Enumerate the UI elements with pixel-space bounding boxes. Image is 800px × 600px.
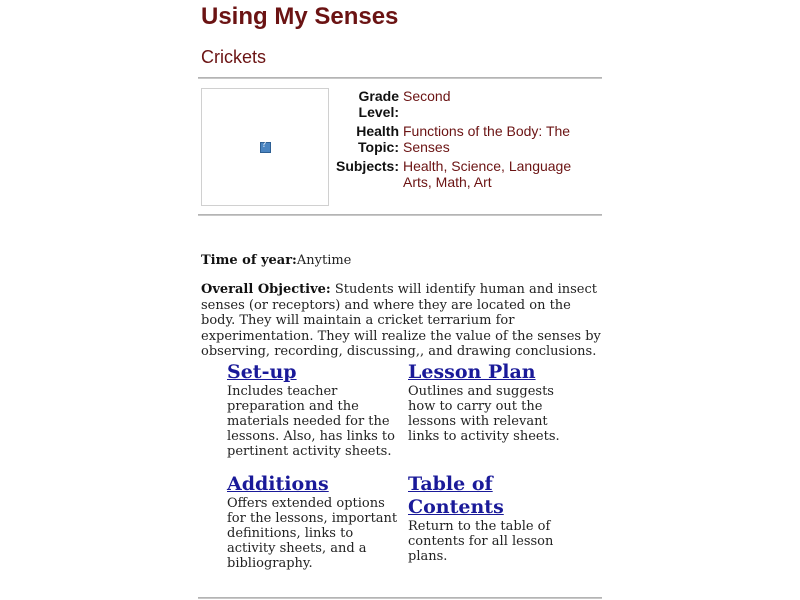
health-topic-value: Functions of the Body: The Senses — [403, 123, 571, 155]
subjects-row — [332, 158, 603, 190]
grade-level-row — [332, 88, 603, 120]
overall-objective — [201, 282, 601, 360]
time-of-year-label: Time of year: — [201, 253, 297, 268]
grade-level-value: Second — [403, 88, 451, 104]
table-of-contents-section — [408, 473, 558, 564]
health-topic-row — [332, 123, 603, 155]
lesson-image — [201, 88, 329, 206]
page-title: Using My Senses — [201, 3, 399, 30]
objective-label: Overall Objective: — [201, 282, 331, 297]
objective-text: Students will identify human and insect senses (or receptors) and where they are located on the body. They will maintain a cricket terrarium for experimentation. They will realize the value of the senses by observing, recording, discussing,, and drawing conclusions. — [201, 282, 601, 359]
time-of-year-value: Anytime — [296, 253, 352, 268]
grade-level-label: Grade Level: — [358, 88, 399, 120]
table-of-contents-description: Return to the table of contents for all lesson plans. — [408, 519, 554, 564]
divider — [198, 214, 602, 216]
time-of-year — [201, 253, 351, 268]
divider — [198, 597, 602, 599]
table-of-contents-link[interactable]: Table of Contents — [408, 473, 504, 518]
broken-image-icon — [260, 142, 271, 153]
additions-description: Offers extended options for the lessons, important definitions, links to activity sheets, and a bibliography. — [227, 496, 398, 571]
lesson-meta — [332, 88, 603, 193]
lesson-plan-link[interactable]: Lesson Plan — [408, 361, 536, 383]
lesson-plan-description: Outlines and suggests how to carry out the lessons with relevant links to activity sheets. — [408, 384, 560, 444]
lesson-plan-section — [408, 361, 580, 444]
additions-link[interactable]: Additions — [227, 473, 329, 495]
subjects-value: Health, Science, Language Arts, Math, Art — [403, 158, 572, 190]
subjects-label: Subjects: — [335, 158, 399, 174]
page-subtitle: Crickets — [201, 47, 267, 67]
additions-section — [227, 473, 399, 571]
setup-section — [227, 361, 399, 459]
health-topic-label: Health Topic: — [356, 123, 399, 155]
divider — [198, 77, 602, 79]
setup-description: Includes teacher preparation and the materials needed for the lessons. Also, has links to pertinent activity sheets. — [227, 384, 395, 459]
setup-link[interactable]: Set-up — [227, 361, 297, 383]
